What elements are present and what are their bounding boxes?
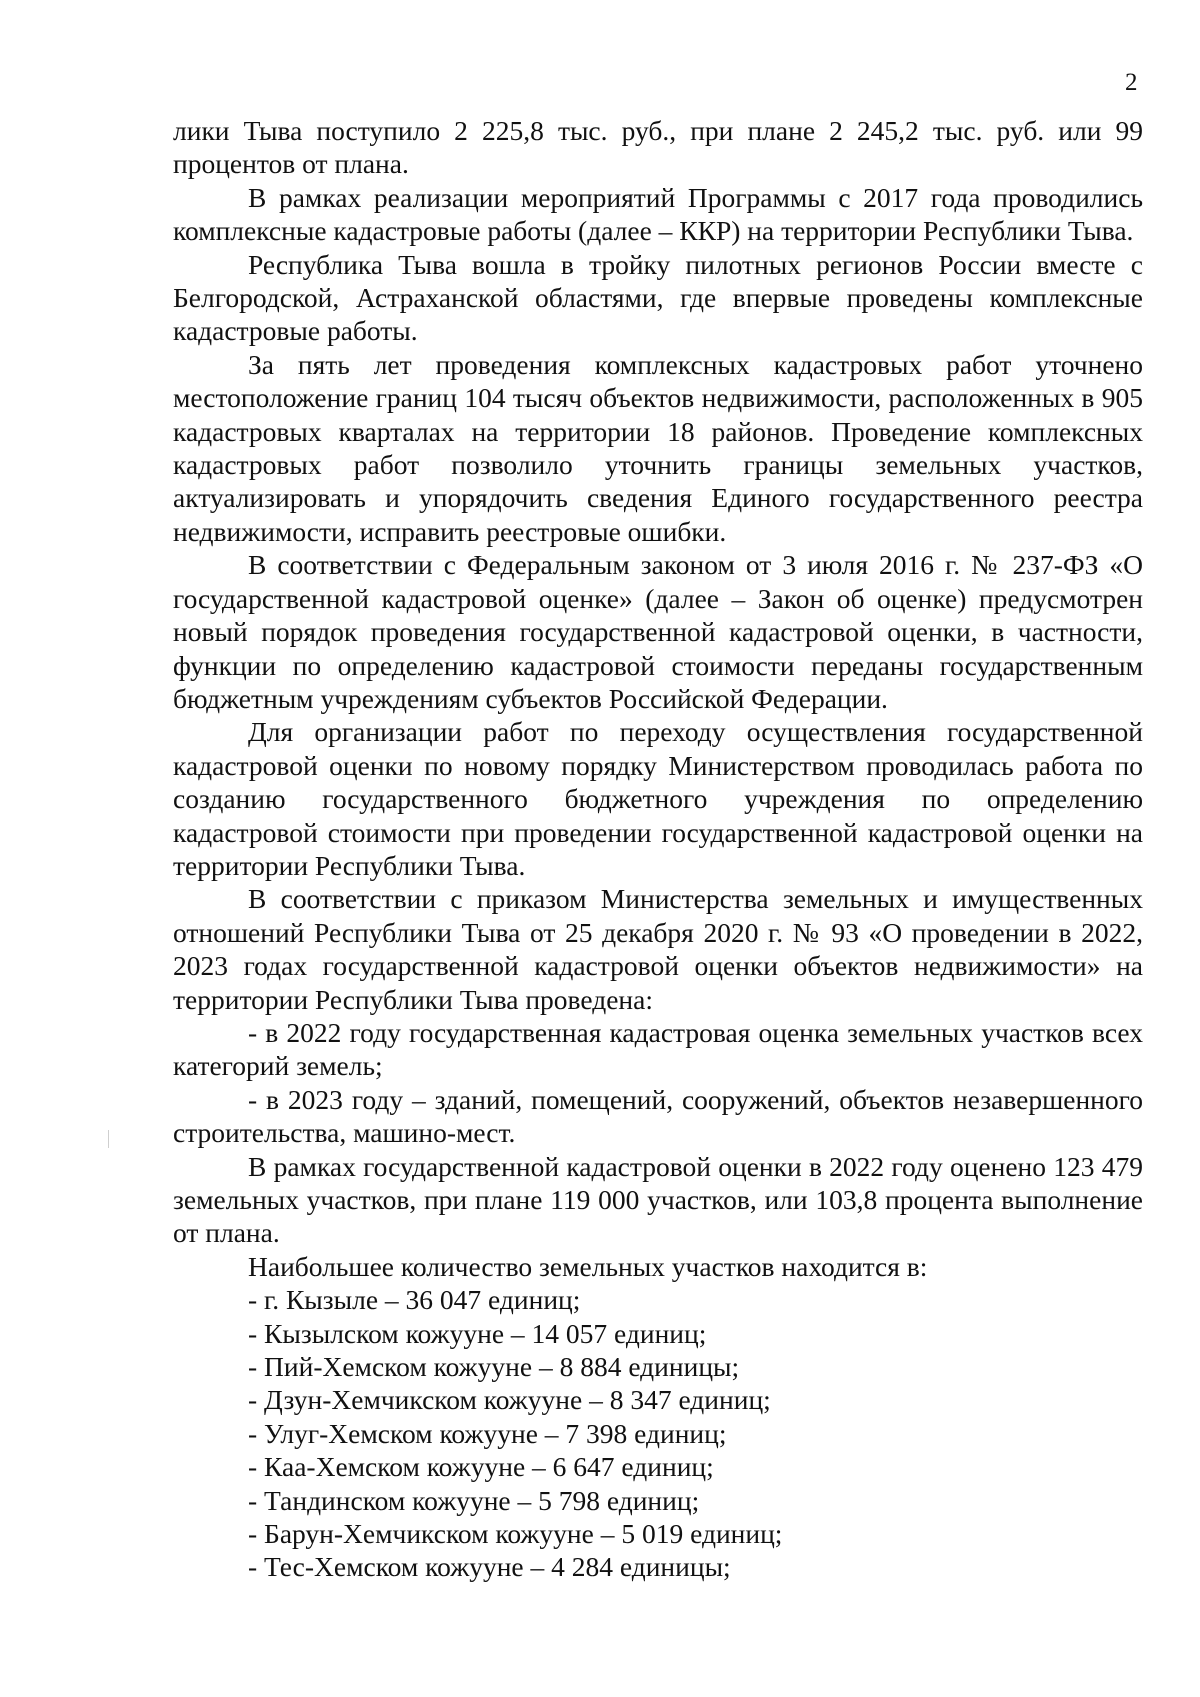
list-item: - Тандинском кожууне – 5 798 единиц; — [248, 1484, 700, 1516]
paragraph-2022-assessment: - в 2022 году государственная кадастровая оценка земельных участков всех категорий земель; — [173, 1016, 1143, 1082]
list-intro: Наибольшее количество земельных участков находится в: — [248, 1250, 928, 1282]
list-item: - Тес-Хемском кожууне – 4 284 единицы; — [248, 1551, 731, 1583]
list-item: - Пий-Хемском кожууне – 8 884 единицы; — [248, 1351, 740, 1383]
paragraph-ministry-order: В соответствии с приказом Министерства земельных и имущественных отношений Республики Тыва от 25 декабря 2020 г. № 93 «О проведении в 2022, 2023 годах государственной кадастровой оценки объектов недвижимости» на территории Республики Тыва проведена: — [173, 883, 1143, 1015]
document-body — [173, 114, 1143, 1584]
list-item: - Кызылском кожууне – 14 057 единиц; — [248, 1317, 707, 1349]
paragraph-continuation: лики Тыва поступило 2 225,8 тыс. руб., при плане 2 245,2 тыс. руб. или 99 процентов от плана. — [173, 115, 1143, 180]
district-list — [173, 1283, 1143, 1584]
list-item: - г. Кызыле – 36 047 единиц; — [248, 1284, 581, 1316]
paragraph-assessed-count: В рамках государственной кадастровой оценки в 2022 году оценено 123 479 земельных участков, при плане 119 000 участков, или 103,8 процента выполнение от плана. — [173, 1150, 1143, 1249]
paragraph-pilot-regions: Республика Тыва вошла в тройку пилотных регионов России вместе с Белгородской, Астраханской областями, где впервые проведены комплексные кадастровые работы. — [173, 248, 1143, 347]
paragraph-federal-law: В соответствии с Федеральным законом от 3 июля 2016 г. № 237-ФЗ «О государственной кадастровой оценке» (далее – Закон об оценке) предусмотрен новый порядок проведения государственной кадастровой оценки, в частности, функции по определению кадастровой стоимости переданы государственным бюджетным учреждениям субъектов Российской Федерации. — [173, 549, 1143, 714]
paragraph-five-years-results: За пять лет проведения комплексных кадастровых работ уточнено местоположение границ 104 тысяч объектов недвижимости, расположенных в 905 кадастровых кварталах на территории 18 районов. Проведение комплексных кадастровых работ позволило уточнить границы земельных участков, актуализировать и упорядочить сведения Единого государственного реестра недвижимости, исправить реестровые ошибки. — [173, 348, 1143, 547]
paragraph-kkr-works: В рамках реализации мероприятий Программы с 2017 года проводились комплексные кадастровые работы (далее – ККР) на территории Республики Тыва. — [173, 181, 1143, 247]
list-item: - Дзун-Хемчикском кожууне – 8 347 единиц; — [248, 1384, 771, 1416]
scan-artifact-mark — [108, 1130, 109, 1148]
page-number: 2 — [1125, 69, 1138, 96]
paragraph-organization-work: Для организации работ по переходу осуществления государственной кадастровой оценки по новому порядку Министерством проводилась работа по созданию государственного бюджетного учреждения по определению кадастровой стоимости при проведении государственной кадастровой оценки на территории Республики Тыва. — [173, 716, 1143, 881]
list-item: - Улуг-Хемском кожууне – 7 398 единиц; — [248, 1417, 727, 1449]
paragraph-2023-assessment: - в 2023 году – зданий, помещений, сооружений, объектов незавершенного строительства, машино-мест. — [173, 1083, 1143, 1149]
list-item: - Барун-Хемчикском кожууне – 5 019 единиц; — [248, 1518, 783, 1550]
list-item: - Каа-Хемском кожууне – 6 647 единиц; — [248, 1451, 714, 1483]
